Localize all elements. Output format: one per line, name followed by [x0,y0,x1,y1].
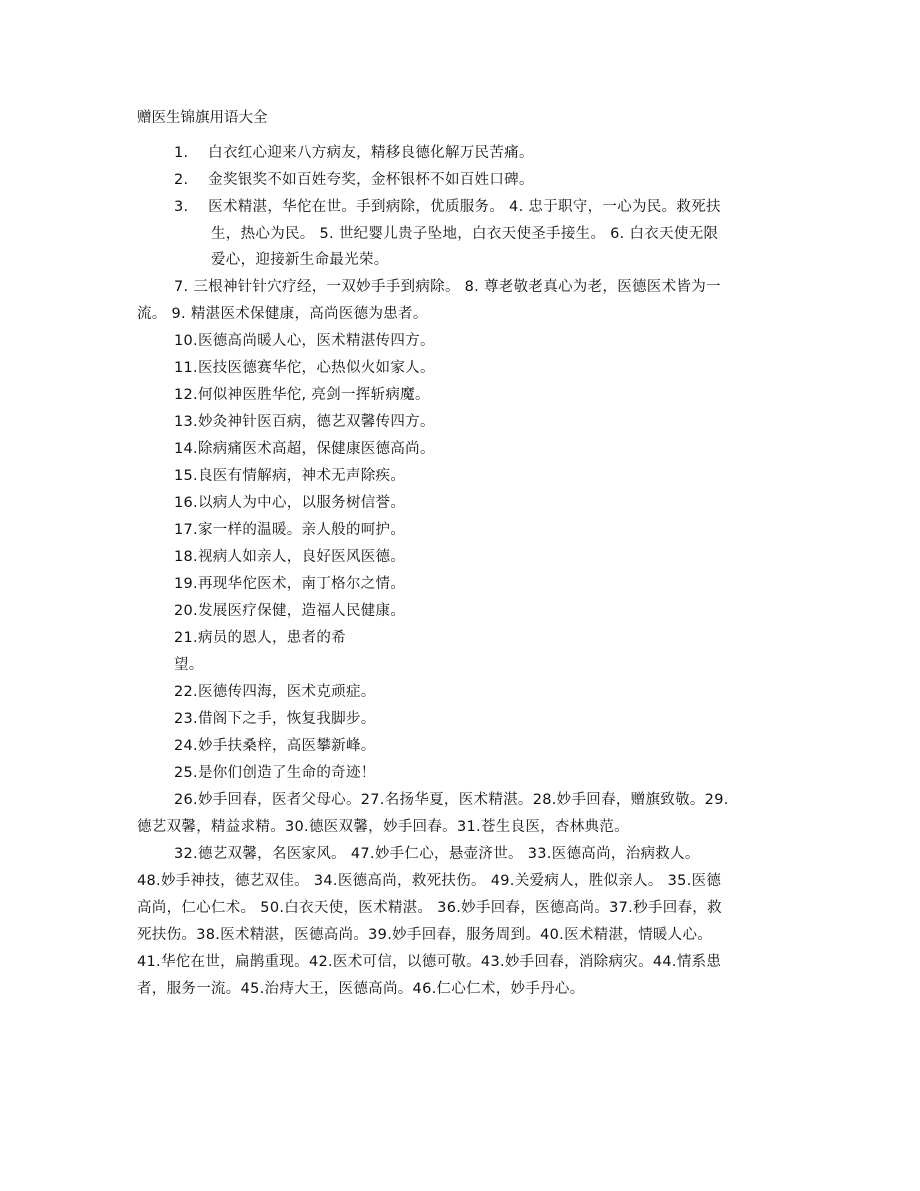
text-line: 爱心，迎接新生命最光荣。 [211,252,389,268]
text-line: 1. 白衣红心迎来八方病友，精移良德化解万民苦痛。 [174,145,534,161]
text-line: 流。 9. 精湛医术保健康，高尚医德为患者。 [137,306,428,322]
text-line: 17.家一样的温暖。亲人般的呵护。 [174,522,406,538]
text-line: 18.视病人如亲人，良好医风医德。 [174,549,406,565]
text-line: 23.借阁下之手，恢复我脚步。 [174,711,376,727]
text-line: 16.以病人为中心，以服务树信誉。 [174,495,406,511]
text-line: 20.发展医疗保健，造福人民健康。 [174,603,406,619]
text-line: 望。 [174,657,204,673]
text-line: 2. 金奖银奖不如百姓夸奖，金杯银杯不如百姓口碑。 [174,172,534,188]
text-line: 13.妙灸神针医百病，德艺双馨传四方。 [174,414,435,430]
text-line: 生，热心为民。 5. 世纪婴儿贵子坠地，白衣天使圣手接生。 6. 白衣天使无限 [211,226,719,242]
text-line: 19.再现华佗医术，南丁格尔之情。 [174,576,406,592]
text-line: 26.妙手回春，医者父母心。27.名扬华夏，医术精湛。28.妙手回春，赠旗致敬。29. [174,792,729,808]
text-line: 3. 医术精湛，华佗在世。手到病除，优质服务。 4. 忠于职守，一心为民。救死扶 [174,199,721,215]
text-line: 7. 三根神针针穴疗经，一双妙手手到病除。 8. 尊老敬老真心为老，医德医术皆为一 [174,279,721,295]
document-title: 赠医生锦旗用语大全 [137,110,268,126]
text-line: 41.华佗在世，扁鹊重现。42.医术可信，以德可敬。43.妙手回春，消除病灾。44.情系患 [137,954,722,970]
text-line: 高尚，仁心仁术。 50.白衣天使，医术精湛。 36.妙手回春，医德高尚。37.秒手回春，救 [137,900,722,916]
text-line: 22.医德传四海，医术克顽症。 [174,684,376,700]
text-line: 15.良医有情解病，神术无声除疾。 [174,468,406,484]
text-line: 者，服务一流。45.治痔大王，医德高尚。46.仁心仁术，妙手丹心。 [137,981,585,997]
text-line: 24.妙手扶桑梓，高医攀新峰。 [174,738,376,754]
text-line: 25.是你们创造了生命的奇迹！ [174,765,376,781]
text-line: 死扶伤。38.医术精湛，医德高尚。39.妙手回春，服务周到。40.医术精湛，情暖人心。 [137,927,713,943]
text-line: 德艺双馨，精益求精。30.德医双馨，妙手回春。31.苍生良医，杏林典范。 [137,819,629,835]
text-line: 32.德艺双馨，名医家风。 47.妙手仁心，悬壶济世。 33.医德高尚，治病救人。 [174,846,700,862]
text-line: 14.除病痛医术高超，保健康医德高尚。 [174,441,435,457]
text-line: 48.妙手神技，德艺双佳。 34.医德高尚，救死扶伤。 49.关爱病人，胜似亲人。 35.医德 [137,873,722,889]
text-line: 21.病员的恩人，患者的希 [174,630,346,646]
text-line: 10.医德高尚暖人心，医术精湛传四方。 [174,333,435,349]
text-line: 12.何似神医胜华佗, 亮剑一挥斩病魔。 [174,387,430,403]
text-line: 11.医技医德赛华佗，心热似火如家人。 [174,360,435,376]
